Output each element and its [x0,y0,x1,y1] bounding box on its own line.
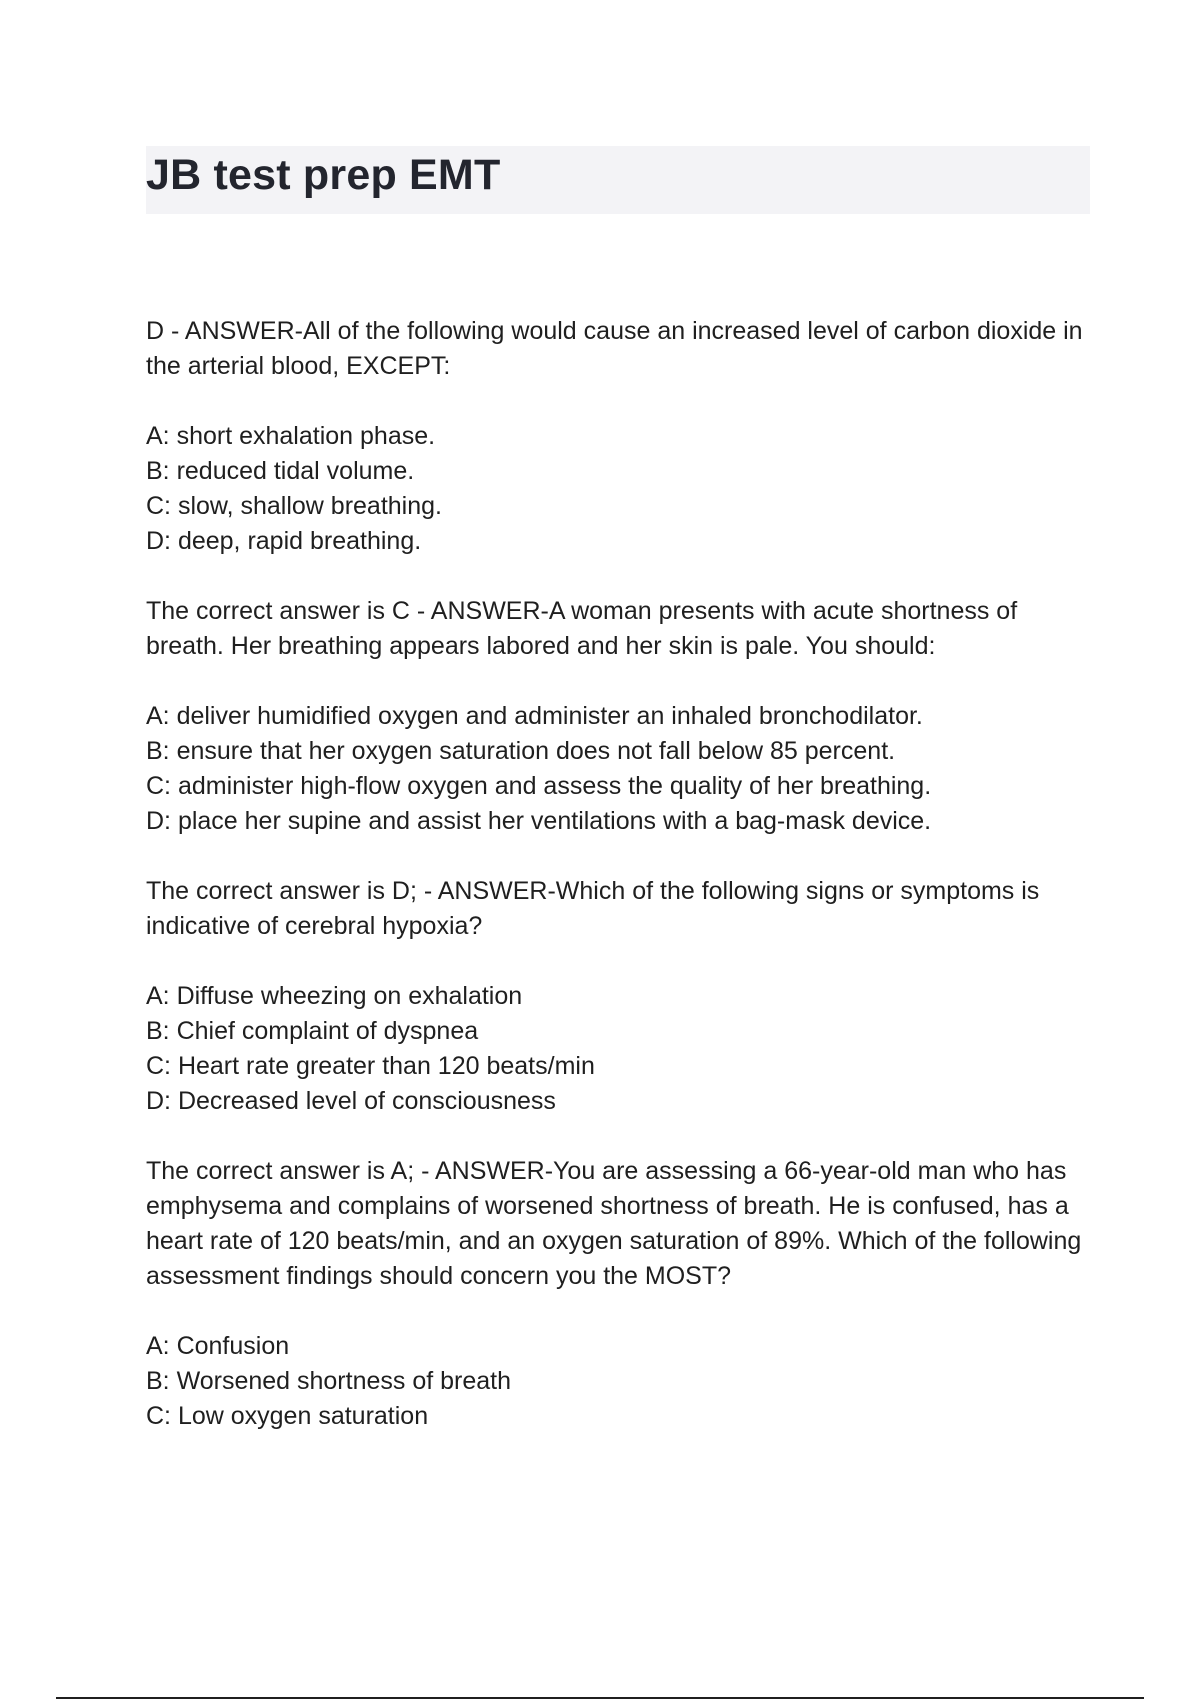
answer-option: C: Heart rate greater than 120 beats/min [146,1052,595,1080]
question-text: D - ANSWER-All of the following would cause an increased level of carbon dioxide in the arterial blood, EXCEPT: [146,317,1083,380]
answer-option: A: Confusion [146,1332,290,1360]
question-text: The correct answer is A; - ANSWER-You are assessing a 66-year-old man who has emphysema and complains of worsened shortness of breath. He is confused, has a heart rate of 120 beats/min, and an oxygen saturation of 89%. Which of the following assessment findings should concern you the MOST? [146,1157,1082,1290]
answer-option: A: Diffuse wheezing on exhalation [146,982,523,1010]
answer-option: D: deep, rapid breathing. [146,527,422,555]
answer-option: A: short exhalation phase. [146,422,436,450]
answer-option: C: Low oxygen saturation [146,1402,429,1430]
answer-option: D: place her supine and assist her ventilations with a bag-mask device. [146,807,932,835]
document-title: JB test prep EMT [146,151,501,199]
question-block [146,1154,1090,1434]
question-block [146,314,1090,559]
answer-options [146,699,1090,839]
answer-option: B: Worsened shortness of breath [146,1367,512,1395]
question-text: The correct answer is D; - ANSWER-Which of the following signs or symptoms is indicative of cerebral hypoxia? [146,877,1040,940]
document-body [146,314,1090,1469]
answer-options [146,1329,1090,1434]
answer-option: B: reduced tidal volume. [146,457,415,485]
answer-options [146,979,1090,1119]
answer-option: C: slow, shallow breathing. [146,492,442,520]
answer-option: B: ensure that her oxygen saturation does not fall below 85 percent. [146,737,896,765]
answer-options [146,419,1090,559]
answer-option: A: deliver humidified oxygen and administer an inhaled bronchodilator. [146,702,923,730]
question-block [146,874,1090,1119]
page-bottom-divider [56,1697,1144,1699]
question-block [146,594,1090,839]
answer-option: C: administer high-flow oxygen and assess the quality of her breathing. [146,772,932,800]
answer-option: B: Chief complaint of dyspnea [146,1017,479,1045]
question-text: The correct answer is C - ANSWER-A woman presents with acute shortness of breath. Her breathing appears labored and her skin is pale. You should: [146,597,1018,660]
answer-option: D: Decreased level of consciousness [146,1087,556,1115]
title-banner [146,146,1090,214]
